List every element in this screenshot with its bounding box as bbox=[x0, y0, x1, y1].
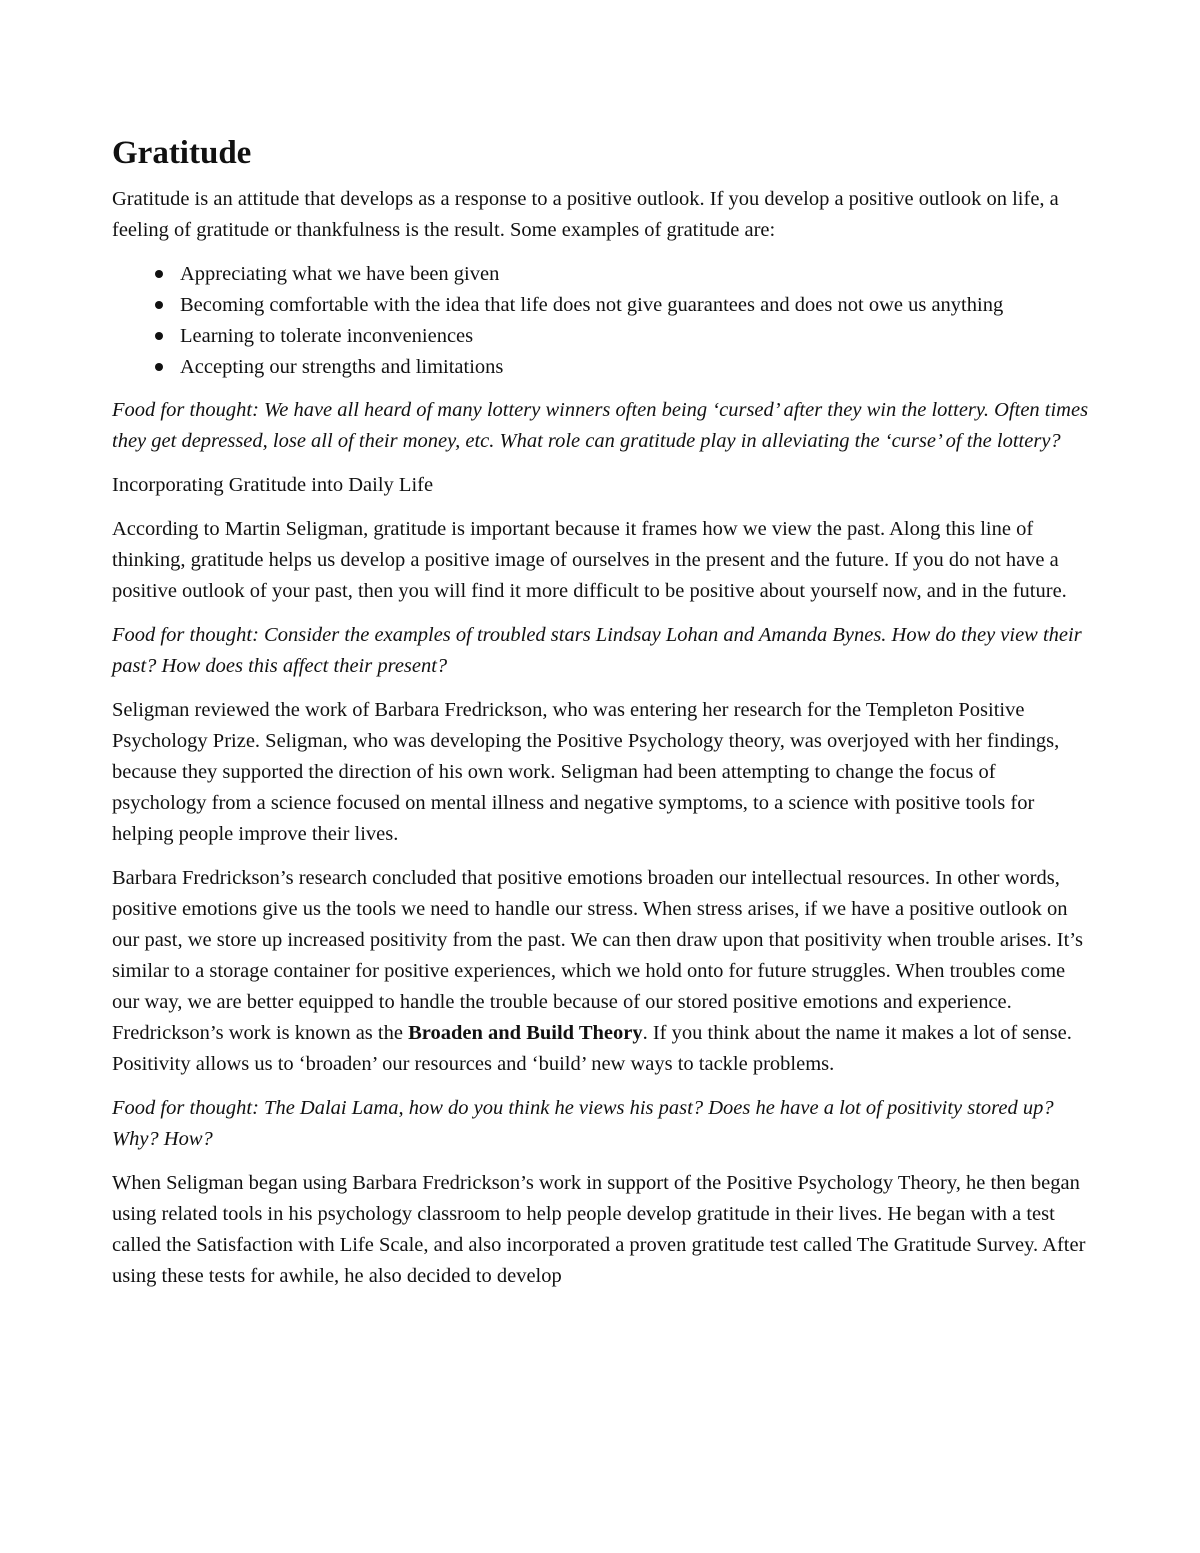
broaden-text-after: . If you think about the name it makes a lot of sense. Positivity allows us to ‘broaden’ our resources and ‘build’ new ways to tackle problems. bbox=[112, 1022, 1072, 1075]
seligman-paragraph: According to Martin Seligman, gratitude is important because it frames how we view the past. Along this line of thinking, gratitude helps us develop a positive image of ourselves in the present and the future. If you do not have a positive outlook of your past, then you will find it more difficult to be positive about yourself now, and in the future. bbox=[112, 518, 1067, 602]
list-item: Accepting our strengths and limitations bbox=[180, 352, 1092, 383]
review-paragraph: Seligman reviewed the work of Barbara Fredrickson, who was entering her research for the Templeton Positive Psychology Prize. Seligman, who was developing the Positive Psychology theory, was overjoyed with her findings, because they supported the direction of his own work. Seligman had been attempting to change the focus of psychology from a science focused on mental illness and negative symptoms, to a science with positive tools for helping people improve their lives. bbox=[112, 699, 1060, 845]
intro-paragraph: Gratitude is an attitude that develops as a response to a positive outlook. If you develop a positive outlook on life, a feeling of gratitude or thankfulness is the result. Some examples of gratitude are: bbox=[112, 188, 1059, 241]
gratitude-examples-list bbox=[112, 259, 1092, 383]
food-for-thought-dalai-lama: Food for thought: The Dalai Lama, how do you think he views his past? Does he have a lot of positivity stored up? Why? How? bbox=[112, 1097, 1054, 1150]
final-paragraph: When Seligman began using Barbara Fredrickson’s work in support of the Positive Psychology Theory, he then began using related tools in his psychology classroom to help people develop gratitude in their lives. He began with a test called the Satisfaction with Life Scale, and also incorporated a proven gratitude test called The Gratitude Survey. After using these tests for awhile, he also decided to develop bbox=[112, 1172, 1086, 1287]
broaden-build-theory-term: Broaden and Build Theory bbox=[408, 1022, 643, 1044]
list-item: Learning to tolerate inconveniences bbox=[180, 321, 1092, 352]
page-title: Gratitude bbox=[112, 135, 252, 171]
section-subheading: Incorporating Gratitude into Daily Life bbox=[112, 474, 434, 496]
broaden-build-paragraph bbox=[112, 863, 1092, 1080]
food-for-thought-stars: Food for thought: Consider the examples of troubled stars Lindsay Lohan and Amanda Bynes. How do they view their past? How does this affect their present? bbox=[112, 624, 1082, 677]
list-item: Becoming comfortable with the idea that life does not give guarantees and does not owe us anything bbox=[180, 290, 1092, 321]
broaden-text-before: Barbara Fredrickson’s research concluded that positive emotions broaden our intellectual resources. In other words, positive emotions give us the tools we need to handle our stress. When stress arises, if we have a positive outlook on our past, we store up increased positivity from the past. We can then draw upon that positivity when trouble arises. It’s similar to a storage container for positive experiences, which we hold onto for future struggles. When troubles come our way, we are better equipped to handle the trouble because of our stored positive emotions and experience. Fredrickson’s work is known as the bbox=[112, 867, 1083, 1044]
document-body bbox=[112, 131, 1092, 1305]
food-for-thought-lottery: Food for thought: We have all heard of many lottery winners often being ‘cursed’ after they win the lottery. Often times they get depressed, lose all of their money, etc. What role can gratitude play in alleviating the ‘curse’ of the lottery? bbox=[112, 399, 1089, 452]
list-item: Appreciating what we have been given bbox=[180, 259, 1092, 290]
